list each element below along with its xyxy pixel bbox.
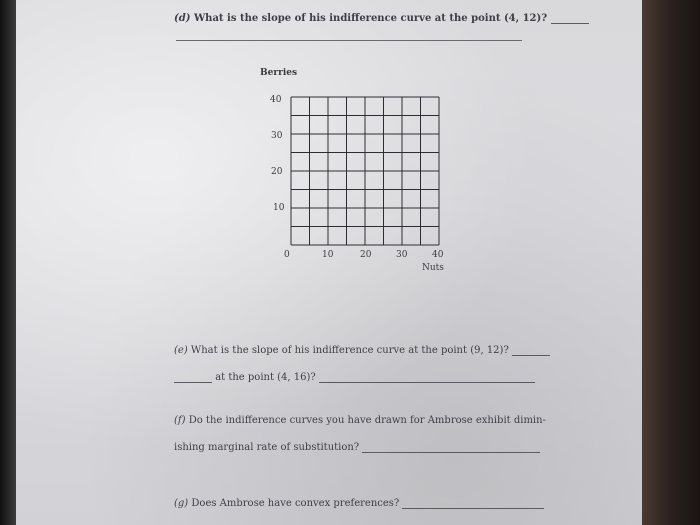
- desk-left-edge: [0, 0, 16, 525]
- question-e: [174, 345, 550, 356]
- y-axis-label: Berries: [260, 68, 298, 78]
- y-tick-label: 20: [271, 167, 283, 177]
- x-tick-label: 40: [432, 250, 444, 260]
- graph-grid[interactable]: [290, 96, 440, 246]
- question-g: [174, 498, 544, 509]
- question-f-line2: ishing marginal rate of substitution?: [174, 442, 360, 453]
- question-e-text: What is the slope of his indifference curve at the point (9, 12)?: [190, 345, 509, 356]
- question-f-line1: Do the indifference curves you have drawn for Ambrose exhibit dimin-: [188, 415, 546, 426]
- question-d: [174, 13, 589, 24]
- question-f: [174, 415, 546, 426]
- question-g-answer-blank[interactable]: [402, 499, 544, 509]
- question-f-continued: [174, 442, 540, 453]
- question-d-text: What is the slope of his indifference curve at the point (4, 12)?: [193, 13, 548, 24]
- question-g-part: (g): [174, 498, 189, 509]
- x-tick-label: 20: [360, 250, 372, 260]
- desk-right-edge: [642, 0, 700, 525]
- origin-label: 0: [284, 250, 290, 260]
- question-e-followup: [174, 372, 535, 383]
- x-axis-label: Nuts: [422, 263, 444, 273]
- question-f-part: (f): [174, 415, 186, 426]
- question-g-text: Does Ambrose have convex preferences?: [191, 498, 400, 509]
- question-e-second-blank[interactable]: [319, 373, 535, 383]
- y-tick-label: 40: [270, 95, 282, 105]
- y-tick-label: 30: [271, 131, 283, 141]
- question-d-answer-blank[interactable]: [551, 14, 589, 24]
- question-d-part: (d): [174, 13, 191, 24]
- question-e-answer-blank[interactable]: [512, 346, 550, 356]
- question-f-answer-blank[interactable]: [362, 443, 540, 453]
- question-d-answer-line[interactable]: [176, 40, 522, 41]
- question-e-part: (e): [174, 345, 188, 356]
- x-tick-label: 10: [322, 250, 334, 260]
- question-e-line2: at the point (4, 16)?: [215, 372, 316, 383]
- y-tick-label: 10: [273, 203, 285, 213]
- question-e-first-blank[interactable]: [174, 373, 212, 383]
- worksheet-page: [16, 0, 642, 525]
- x-tick-label: 30: [396, 250, 408, 260]
